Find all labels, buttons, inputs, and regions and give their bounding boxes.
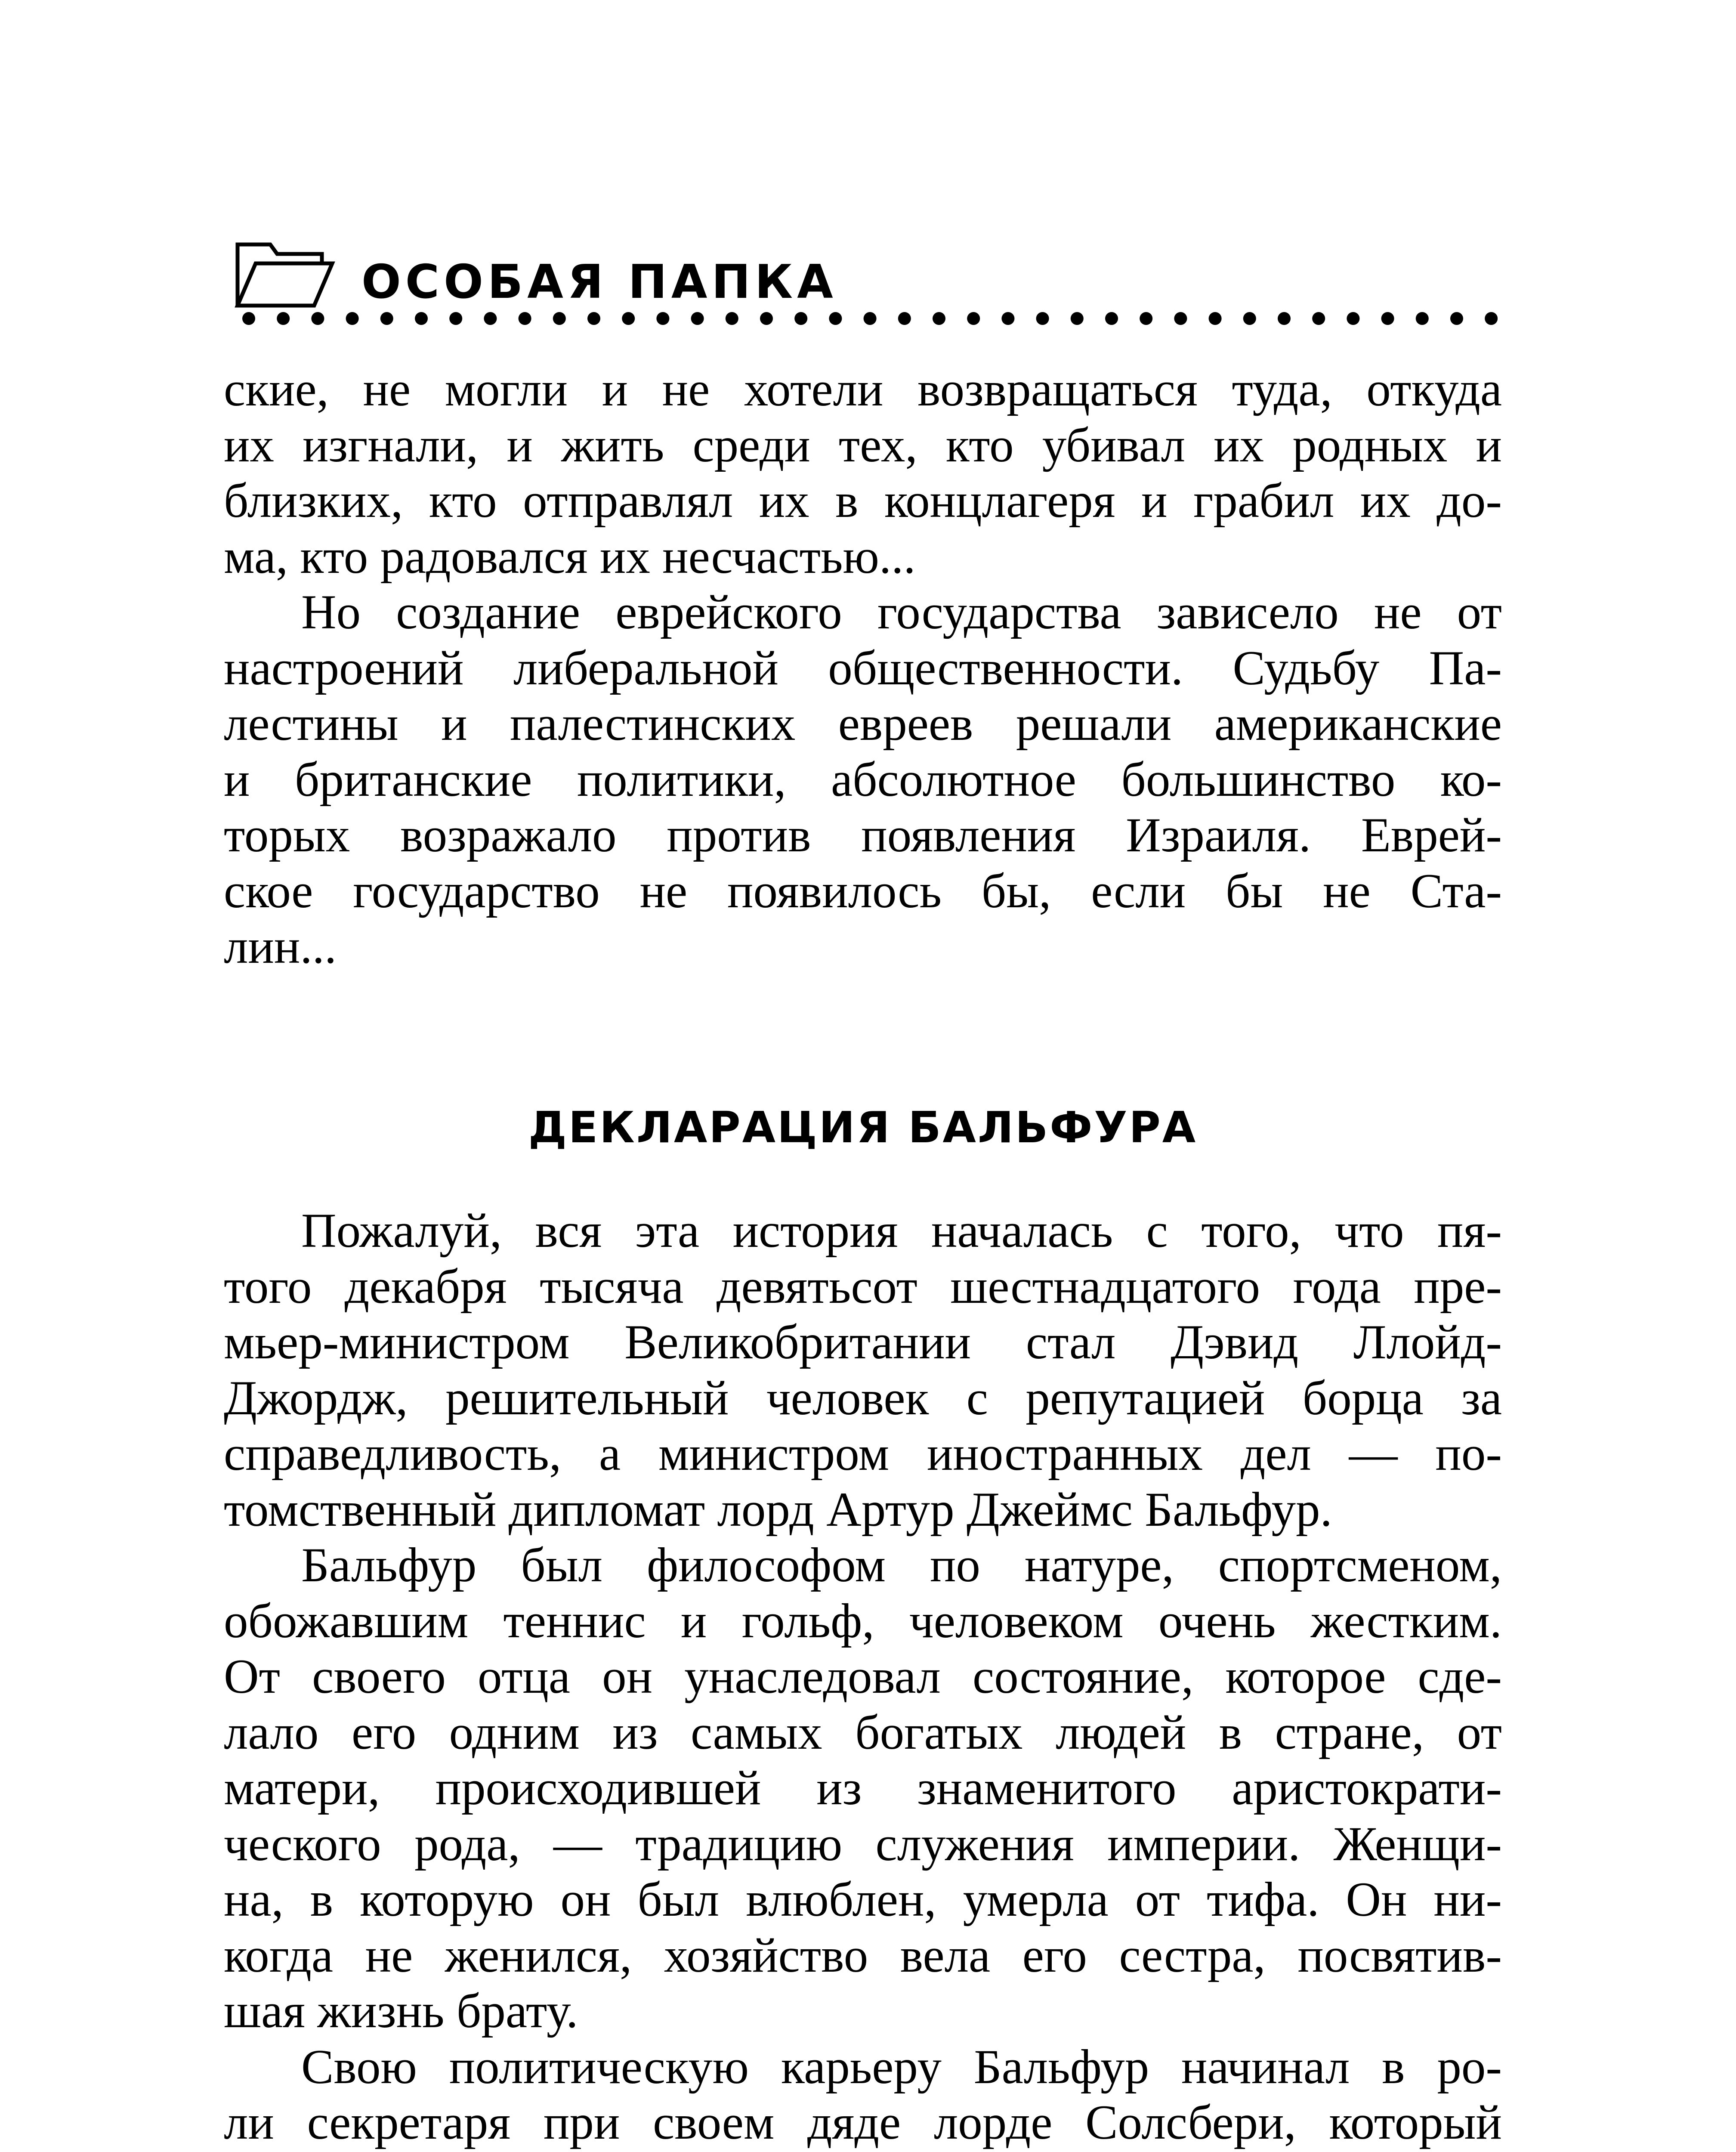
text-line: настроений либеральной общественности. Судьбу Па- <box>224 641 1502 695</box>
paragraph <box>224 1203 1502 1537</box>
text-line: Пожалуй, вся эта история началась с того, что пя- <box>301 1204 1502 1258</box>
text-line: От своего отца он унаследовал состояние, которое сде- <box>224 1650 1502 1704</box>
text-line: когда не женился, хозяйство вела его сестра, посвятив- <box>224 1928 1502 1982</box>
text-line: обожавшим теннис и гольф, человеком очень жестким. <box>224 1594 1502 1648</box>
body-text-after-subheading <box>224 1203 1502 2152</box>
text-line: того декабря тысяча девятьсот шестнадцатого года пре- <box>224 1259 1502 1314</box>
text-line: ма, кто радовался их несчастью... <box>224 529 916 584</box>
dotted-rule <box>241 310 1498 327</box>
paragraph <box>224 362 1502 584</box>
text-line: на, в которую он был влюблен, умерла от тифа. Он ни- <box>224 1873 1502 1926</box>
text-line: торых возражало против появления Израиля. Еврей- <box>224 808 1502 862</box>
body-text-before-subheading <box>224 362 1502 975</box>
text-line: ские, не могли и не хотели возвращаться туда, откуда <box>224 362 1502 416</box>
running-header-title: ОСОБАЯ ПАПКА <box>361 255 837 309</box>
text-line: их изгнали, и жить среди тех, кто убивал их родных и <box>224 418 1502 472</box>
running-header <box>232 211 1523 310</box>
text-line: мьер-министром Великобритании стал Дэвид Ллойд- <box>224 1315 1502 1369</box>
section-heading: ДЕКЛАРАЦИЯ БАЛЬФУРА <box>528 1102 1198 1153</box>
text-line: томственный дипломат лорд Артур Джеймс Бальфур. <box>224 1482 1332 1537</box>
text-line: и британские политики, абсолютное большинство ко- <box>224 752 1502 807</box>
text-line: справедливость, а министром иностранных дел — по- <box>224 1427 1502 1481</box>
text-line: Джордж, решительный человек с репутацией борца за <box>224 1371 1502 1425</box>
text-line: ское государство не появилось бы, если бы не Ста- <box>224 864 1502 918</box>
paragraph <box>224 1537 1502 2039</box>
text-line: ли секретаря при своем дяде лорде Солсбери, который <box>224 2096 1502 2149</box>
text-line: Свою политическую карьеру Бальфур начинал в ро- <box>301 2040 1502 2094</box>
paragraph <box>224 584 1502 975</box>
text-line <box>224 2151 1502 2152</box>
folder-icon <box>232 237 336 310</box>
text-line: лин... <box>224 920 337 974</box>
text-line: шая жизнь брату. <box>224 1984 578 2038</box>
text-line: ческого рода, — традицию служения империи. Женщи- <box>224 1817 1502 1871</box>
text-line: лало его одним из самых богатых людей в стране, от <box>224 1705 1502 1759</box>
text-line: близких, кто отправлял их в концлагеря и грабил их до- <box>224 474 1502 528</box>
text-line: Но создание еврейского государства зависело не от <box>301 585 1502 639</box>
text-line: лестины и палестинских евреев решали американские <box>224 697 1502 751</box>
paragraph <box>224 2039 1502 2152</box>
text-line: Бальфур был философом по натуре, спортсменом, <box>301 1538 1502 1592</box>
text-line: матери, происходившей из знаменитого аристократи- <box>224 1761 1502 1815</box>
